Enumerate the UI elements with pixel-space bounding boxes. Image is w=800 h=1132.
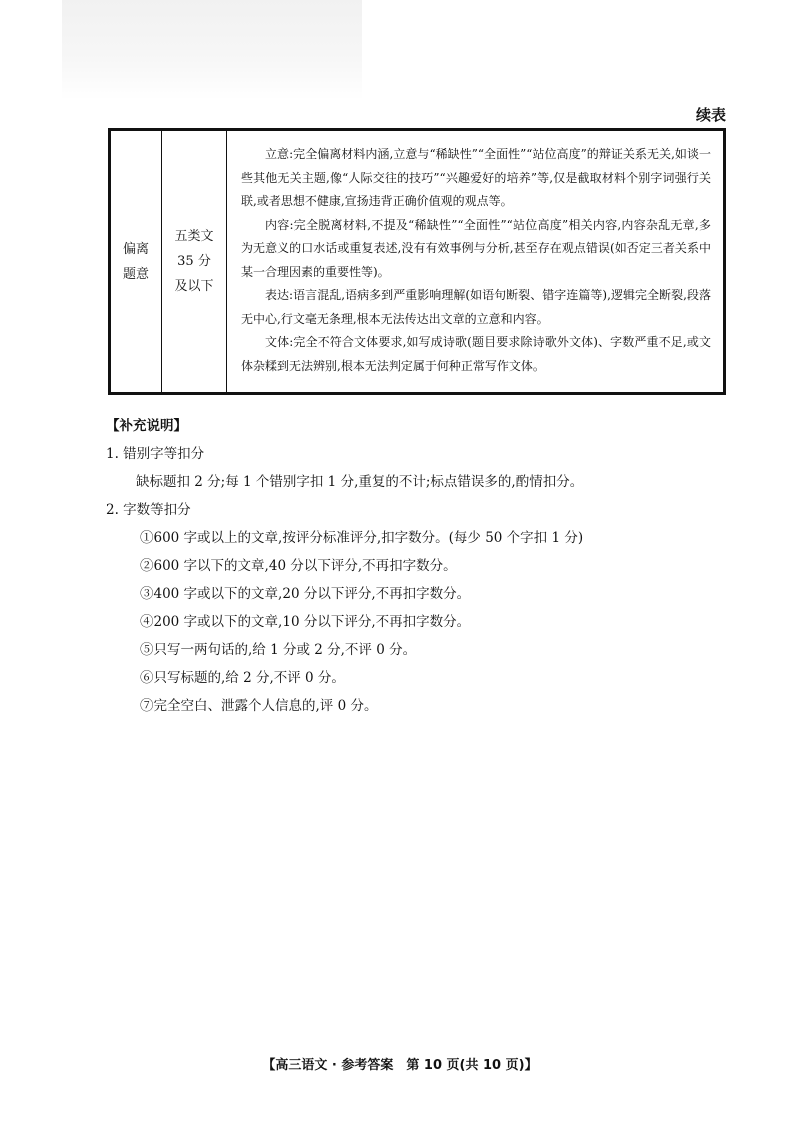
- list-item: ⑤只写一两句话的,给 1 分或 2 分,不评 0 分。: [140, 642, 417, 658]
- list-item: ④200 字或以下的文章,10 分以下评分,不再扣字数分。: [140, 614, 471, 630]
- grade-line: 及以下: [174, 279, 214, 294]
- criterion-theme: 立意:完全偏离材料内涵,立意与“稀缺性”“全面性”“站位高度”的辩证关系无关,如谈一些其他无关主题,像“人际交往的技巧”“兴趣爱好的培养”等,仅是截取材料个别字词强行关联,或者思想不健康,宣扬违背正确价值观的观点等。: [241, 147, 711, 208]
- category-cell: [110, 130, 162, 394]
- criterion-expression: 表达:语言混乱,语病多到严重影响理解(如语句断裂、错字连篇等),逻辑完全断裂,段落无中心,行文毫无条理,根本无法传达出文章的立意和内容。: [241, 288, 711, 326]
- list-item: ①600 字或以上的文章,按评分标准评分,扣字数分。(每少 50 个字扣 1 分): [140, 530, 584, 546]
- criterion-content: 内容:完全脱离材料,不提及“稀缺性”“全面性”“站位高度”相关内容,内容杂乱无章,多为无意义的口水话或重复表述,没有有效事例与分析,甚至存在观点错误(如否定三者关系中某一合理因素的重要性等)。: [241, 217, 711, 279]
- section-heading: 1. 错别字等扣分: [106, 446, 205, 462]
- page-footer: 【高三语文 · 参考答案 第 10 页(共 10 页)】: [262, 1058, 538, 1073]
- criteria-cell: [227, 130, 725, 394]
- grade-line: 五类文: [174, 229, 214, 244]
- continued-table-label: 续表: [695, 106, 726, 124]
- grading-table: [108, 128, 726, 395]
- category-line: 题意: [122, 266, 149, 282]
- section-text: 缺标题扣 2 分;每 1 个错别字扣 1 分,重复的不计;标点错误多的,酌情扣分。: [136, 474, 584, 490]
- notes-title: 【补充说明】: [106, 418, 187, 434]
- grade-line: 35 分: [177, 254, 211, 269]
- list-item: ②600 字以下的文章,40 分以下评分,不再扣字数分。: [140, 558, 457, 574]
- scan-smudge: [62, 0, 362, 100]
- list-item: ⑦完全空白、泄露个人信息的,评 0 分。: [140, 698, 378, 714]
- table-row: [110, 130, 725, 394]
- grade-cell: [162, 130, 227, 394]
- criterion-genre: 文体:完全不符合文体要求,如写成诗歌(题目要求除诗歌外文体)、字数严重不足,或文体杂糅到无法辨别,根本无法判定属于何种正常写作文体。: [241, 335, 711, 373]
- category-line: 偏离: [122, 241, 149, 257]
- supplementary-notes: [106, 412, 746, 720]
- list-item: ③400 字或以下的文章,20 分以下评分,不再扣字数分。: [140, 586, 471, 602]
- section-heading: 2. 字数等扣分: [106, 502, 191, 518]
- list-item: ⑥只写标题的,给 2 分,不评 0 分。: [140, 670, 345, 686]
